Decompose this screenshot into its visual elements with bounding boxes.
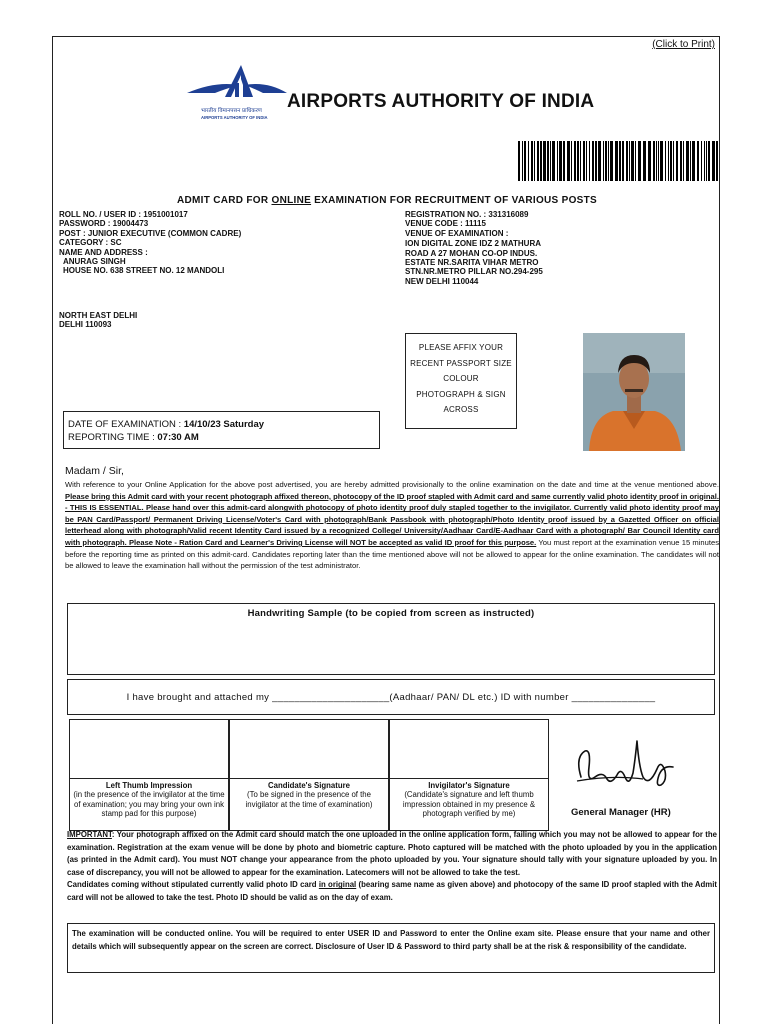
barcode-bar [697, 141, 699, 181]
barcode-bar [706, 141, 707, 181]
candidate-signature-text: (To be signed in the presence of the invigilator at the time of examination) [245, 790, 373, 809]
exam-date [68, 418, 379, 431]
barcode-bar [577, 141, 579, 181]
barcode-bar [589, 141, 590, 181]
post: POST : JUNIOR EXECUTIVE (COMMON CADRE) [59, 228, 242, 238]
barcode-bar [603, 141, 604, 181]
barcode-bar [557, 141, 558, 181]
important-label: IMPORTANT [67, 830, 112, 839]
barcode-bar [643, 141, 646, 181]
barcode-bar [615, 141, 618, 181]
title-online: ONLINE [271, 195, 312, 206]
barcode-bar [537, 141, 539, 181]
salutation: Madam / Sir, [65, 465, 124, 477]
important-paragraph-1 [67, 829, 717, 879]
barcode-bar [716, 141, 718, 181]
barcode-bar [653, 141, 655, 181]
photo-instruction-line: PLEASE AFFIX YOUR [418, 343, 504, 352]
barcode-bar [638, 141, 641, 181]
venue-code: VENUE CODE : 11115 [405, 219, 486, 229]
aai-logo [185, 63, 289, 131]
exam-date-label: DATE OF EXAMINATION : [68, 419, 184, 430]
gm-signature [573, 737, 681, 793]
venue-line-4: STN.NR.METRO PILLAR NO.294-295 [405, 267, 543, 277]
barcode-bar [708, 141, 710, 181]
barcode-bar [704, 141, 705, 181]
candidate-info [59, 210, 241, 276]
barcode-bar [563, 141, 565, 181]
barcode-bar [540, 141, 542, 181]
barcode-bar [524, 141, 526, 181]
barcode-bar [690, 141, 691, 181]
id-declaration-box [67, 679, 715, 715]
invigilator-signature-box [389, 719, 549, 779]
barcode-bar [583, 141, 585, 181]
barcode [518, 141, 720, 181]
venue-line-1: ION DIGITAL ZONE IDZ 2 MATHURA [405, 239, 541, 249]
id-declaration-text: I have brought and attached my _____________________(Aadhaar/ PAN/ DL etc.) ID with number _______________ [126, 692, 656, 703]
barcode-bar [668, 141, 669, 181]
org-name: AIRPORTS AUTHORITY OF INDIA [287, 91, 595, 112]
logo-hindi: भारतीय विमानपत्तन प्राधिकरण [201, 108, 262, 114]
barcode-bar [629, 141, 630, 181]
instructions-intro: With reference to your Online Application for the above post advertised, you are hereby admitted provisionally to the online examination on the date and time at the venue mentioned above. [65, 480, 719, 489]
barcode-bar [610, 141, 613, 181]
barcode-bar [598, 141, 601, 181]
barcode-bar [534, 141, 535, 181]
admit-card-title [53, 195, 721, 206]
barcode-bar [656, 141, 657, 181]
barcode-bar [605, 141, 607, 181]
exam-date-value: 14/10/23 Saturday [183, 419, 265, 430]
category: CATEGORY : SC [59, 238, 122, 248]
admit-card-page [52, 36, 720, 1024]
aai-emblem-icon [187, 65, 287, 97]
barcode-bar [586, 141, 587, 181]
barcode-bar [658, 141, 659, 181]
address-line-1: HOUSE NO. 638 STREET NO. 12 MANDOLI [63, 266, 225, 276]
instructions-reporting: You must report at the examination venue 15 minutes before the reporting time as printed on this admit-card. Candidates reporting later than the time mentioned above will not be allowed to appear for the online examination. The candidates will not be allowed to leave the examination hall without the permission of the test administrator. [65, 537, 719, 571]
important-notice [67, 829, 717, 905]
barcode-bar [676, 141, 678, 181]
barcode-bar [635, 141, 636, 181]
logo-english: AIRPORTS AUTHORITY OF INDIA [201, 115, 268, 120]
candidate-photo [583, 333, 685, 451]
venue-info [405, 210, 543, 286]
instructions-id-proof: Please bring this Admit card with your recent photograph affixed thereon, photocopy of the ID proof stapled with Admit card and same currently valid photo identity proof in original. - THIS IS ESSENTIAL. Please hand over this admit-card alongwith photocopy of photo identity proof duly stapled together to the invigilator. Currently valid photo identity proof may be PAN Card/Passport/ Permanent Driving License/Voter's Card with photograph/Bank Passbook with photograph/Photo Identity proof issued by a Gazetted Officer on official letterhead along with photograph/Valid recent Identity Card issued by a recognized College/ University/Aadhaar Card/E-Aadhaar Card with a photograph/ Bar Council Identity card with photograph. Please Note - Ration Card and Learner's Driving License will NOT be accepted as valid ID proof for this purpose. [65, 491, 719, 547]
barcode-bar [673, 141, 674, 181]
barcode-bar [608, 141, 609, 181]
photo-instruction-line: ACROSS [443, 405, 479, 414]
barcode-bar [712, 141, 715, 181]
barcode-bar [528, 141, 529, 181]
photo-instruction-line: PHOTOGRAPH & SIGN [416, 389, 506, 399]
barcode-bar [543, 141, 546, 181]
title-suffix: EXAMINATION FOR RECRUITMENT OF VARIOUS POSTS [311, 195, 597, 206]
venue-label: VENUE OF EXAMINATION : [405, 228, 509, 238]
barcode-bar [522, 141, 523, 181]
barcode-bar [626, 141, 628, 181]
barcode-bar [631, 141, 634, 181]
name-address-label: NAME AND ADDRESS : [59, 247, 148, 257]
barcode-bar [680, 141, 682, 181]
important-text-2a: Candidates coming without stipulated currently valid photo ID card [67, 880, 319, 890]
reporting-time [68, 431, 379, 444]
thumb-impression-box [69, 719, 229, 779]
important-text-1: : Your photograph affixed on the Admit card should match the one uploaded in the online application form, failing which you may not be allowed to appear for the examination. Registration at the exam venue will be done by photo and biometric capture. Photo captured will be matched with the photo uploaded by you in the application (as printed in the Admit card). You must NOT change your appearance from the photo uploaded by you. Your signature should tally with your signature uploaded by you. In case of discrepancy, you will not be allowed to appear for the examination. Latecomers will not be allowed to take the test. [67, 830, 717, 877]
gm-label: General Manager (HR) [571, 807, 671, 818]
barcode-bar [622, 141, 624, 181]
registration-no: REGISTRATION NO. : 331316089 [405, 210, 529, 219]
invigilator-signature-heading: Invigilator's Signature [428, 781, 510, 790]
candidate-signature-heading: Candidate's Signature [267, 781, 350, 790]
barcode-bar [701, 141, 702, 181]
address-line-2: NORTH EAST DELHI [59, 311, 138, 320]
handwriting-caption: Handwriting Sample (to be copied from screen as instructed) [247, 608, 535, 619]
thumb-impression-text: (in the presence of the invigilator at the time of examination; you may bring your own ink stamp pad for this purpose) [73, 790, 225, 819]
invigilator-signature-text: (Candidate's signature and left thumb impression obtained in my presence & photograph verified by me) [402, 790, 536, 819]
handwriting-sample-box [67, 603, 715, 675]
barcode-bar [686, 141, 689, 181]
important-paragraph-2 [67, 879, 717, 904]
online-exam-note: The examination will be conducted online. You will be required to enter USER ID and Password to enter the Online exam site. Please ensure that your name and other details which will subsequently appear on the screen are correct. Disclosure of User ID & Password to third party shall be at the risk & responsibility of the candidate. [67, 923, 715, 973]
barcode-bar [665, 141, 666, 181]
barcode-bar [559, 141, 562, 181]
barcode-bar [595, 141, 597, 181]
venue-line-5: NEW DELHI 110044 [405, 276, 479, 286]
password: PASSWORD : 19004473 [59, 219, 149, 229]
roll-no: ROLL NO. / USER ID : 1951001017 [59, 210, 188, 219]
barcode-bar [571, 141, 572, 181]
address-line-3: DELHI 110093 [59, 320, 112, 330]
barcode-bar [567, 141, 570, 181]
barcode-bar [547, 141, 549, 181]
candidate-signature-caption [229, 779, 389, 831]
venue-line-3: ESTATE NR.SARITA VIHAR METRO [405, 258, 539, 268]
candidate-name: ANURAG SINGH [63, 257, 126, 267]
thumb-impression-caption [69, 779, 229, 831]
title-prefix: ADMIT CARD FOR [176, 195, 272, 206]
barcode-bar [574, 141, 576, 181]
candidate-signature-box [229, 719, 389, 779]
barcode-bar [531, 141, 533, 181]
barcode-bar [619, 141, 621, 181]
instructions-paragraph [65, 479, 719, 572]
photo-instruction-line: COLOUR [443, 374, 479, 383]
important-text-2b: (bearing same name as given above) and photocopy of the same ID proof stapled with the Admit card will not be allowed to take the test. Photo ID should be valid as on the day of exam. [67, 880, 717, 902]
invigilator-signature-caption [389, 779, 549, 831]
barcode-bar [592, 141, 594, 181]
photo-instruction-line: RECENT PASSPORT SIZE [410, 358, 512, 368]
barcode-bar [692, 141, 695, 181]
barcode-bar [580, 141, 581, 181]
thumb-impression-heading: Left Thumb Impression [105, 781, 193, 790]
barcode-bar [550, 141, 551, 181]
barcode-bar [670, 141, 672, 181]
important-text-2u: in original [318, 880, 357, 890]
photo-instruction-box [405, 333, 517, 429]
barcode-bar [648, 141, 651, 181]
barcode-bar [518, 141, 520, 181]
venue-line-2: ROAD A 27 MOHAN CO-OP INDUS. [405, 248, 538, 258]
reporting-time-label: REPORTING TIME : [68, 432, 158, 443]
barcode-bar [660, 141, 663, 181]
candidate-address [59, 311, 137, 330]
reporting-time-value: 07:30 AM [157, 432, 199, 443]
barcode-bar [683, 141, 684, 181]
exam-schedule-box [63, 411, 380, 449]
barcode-bar [552, 141, 555, 181]
print-link[interactable]: (Click to Print) [652, 39, 715, 50]
